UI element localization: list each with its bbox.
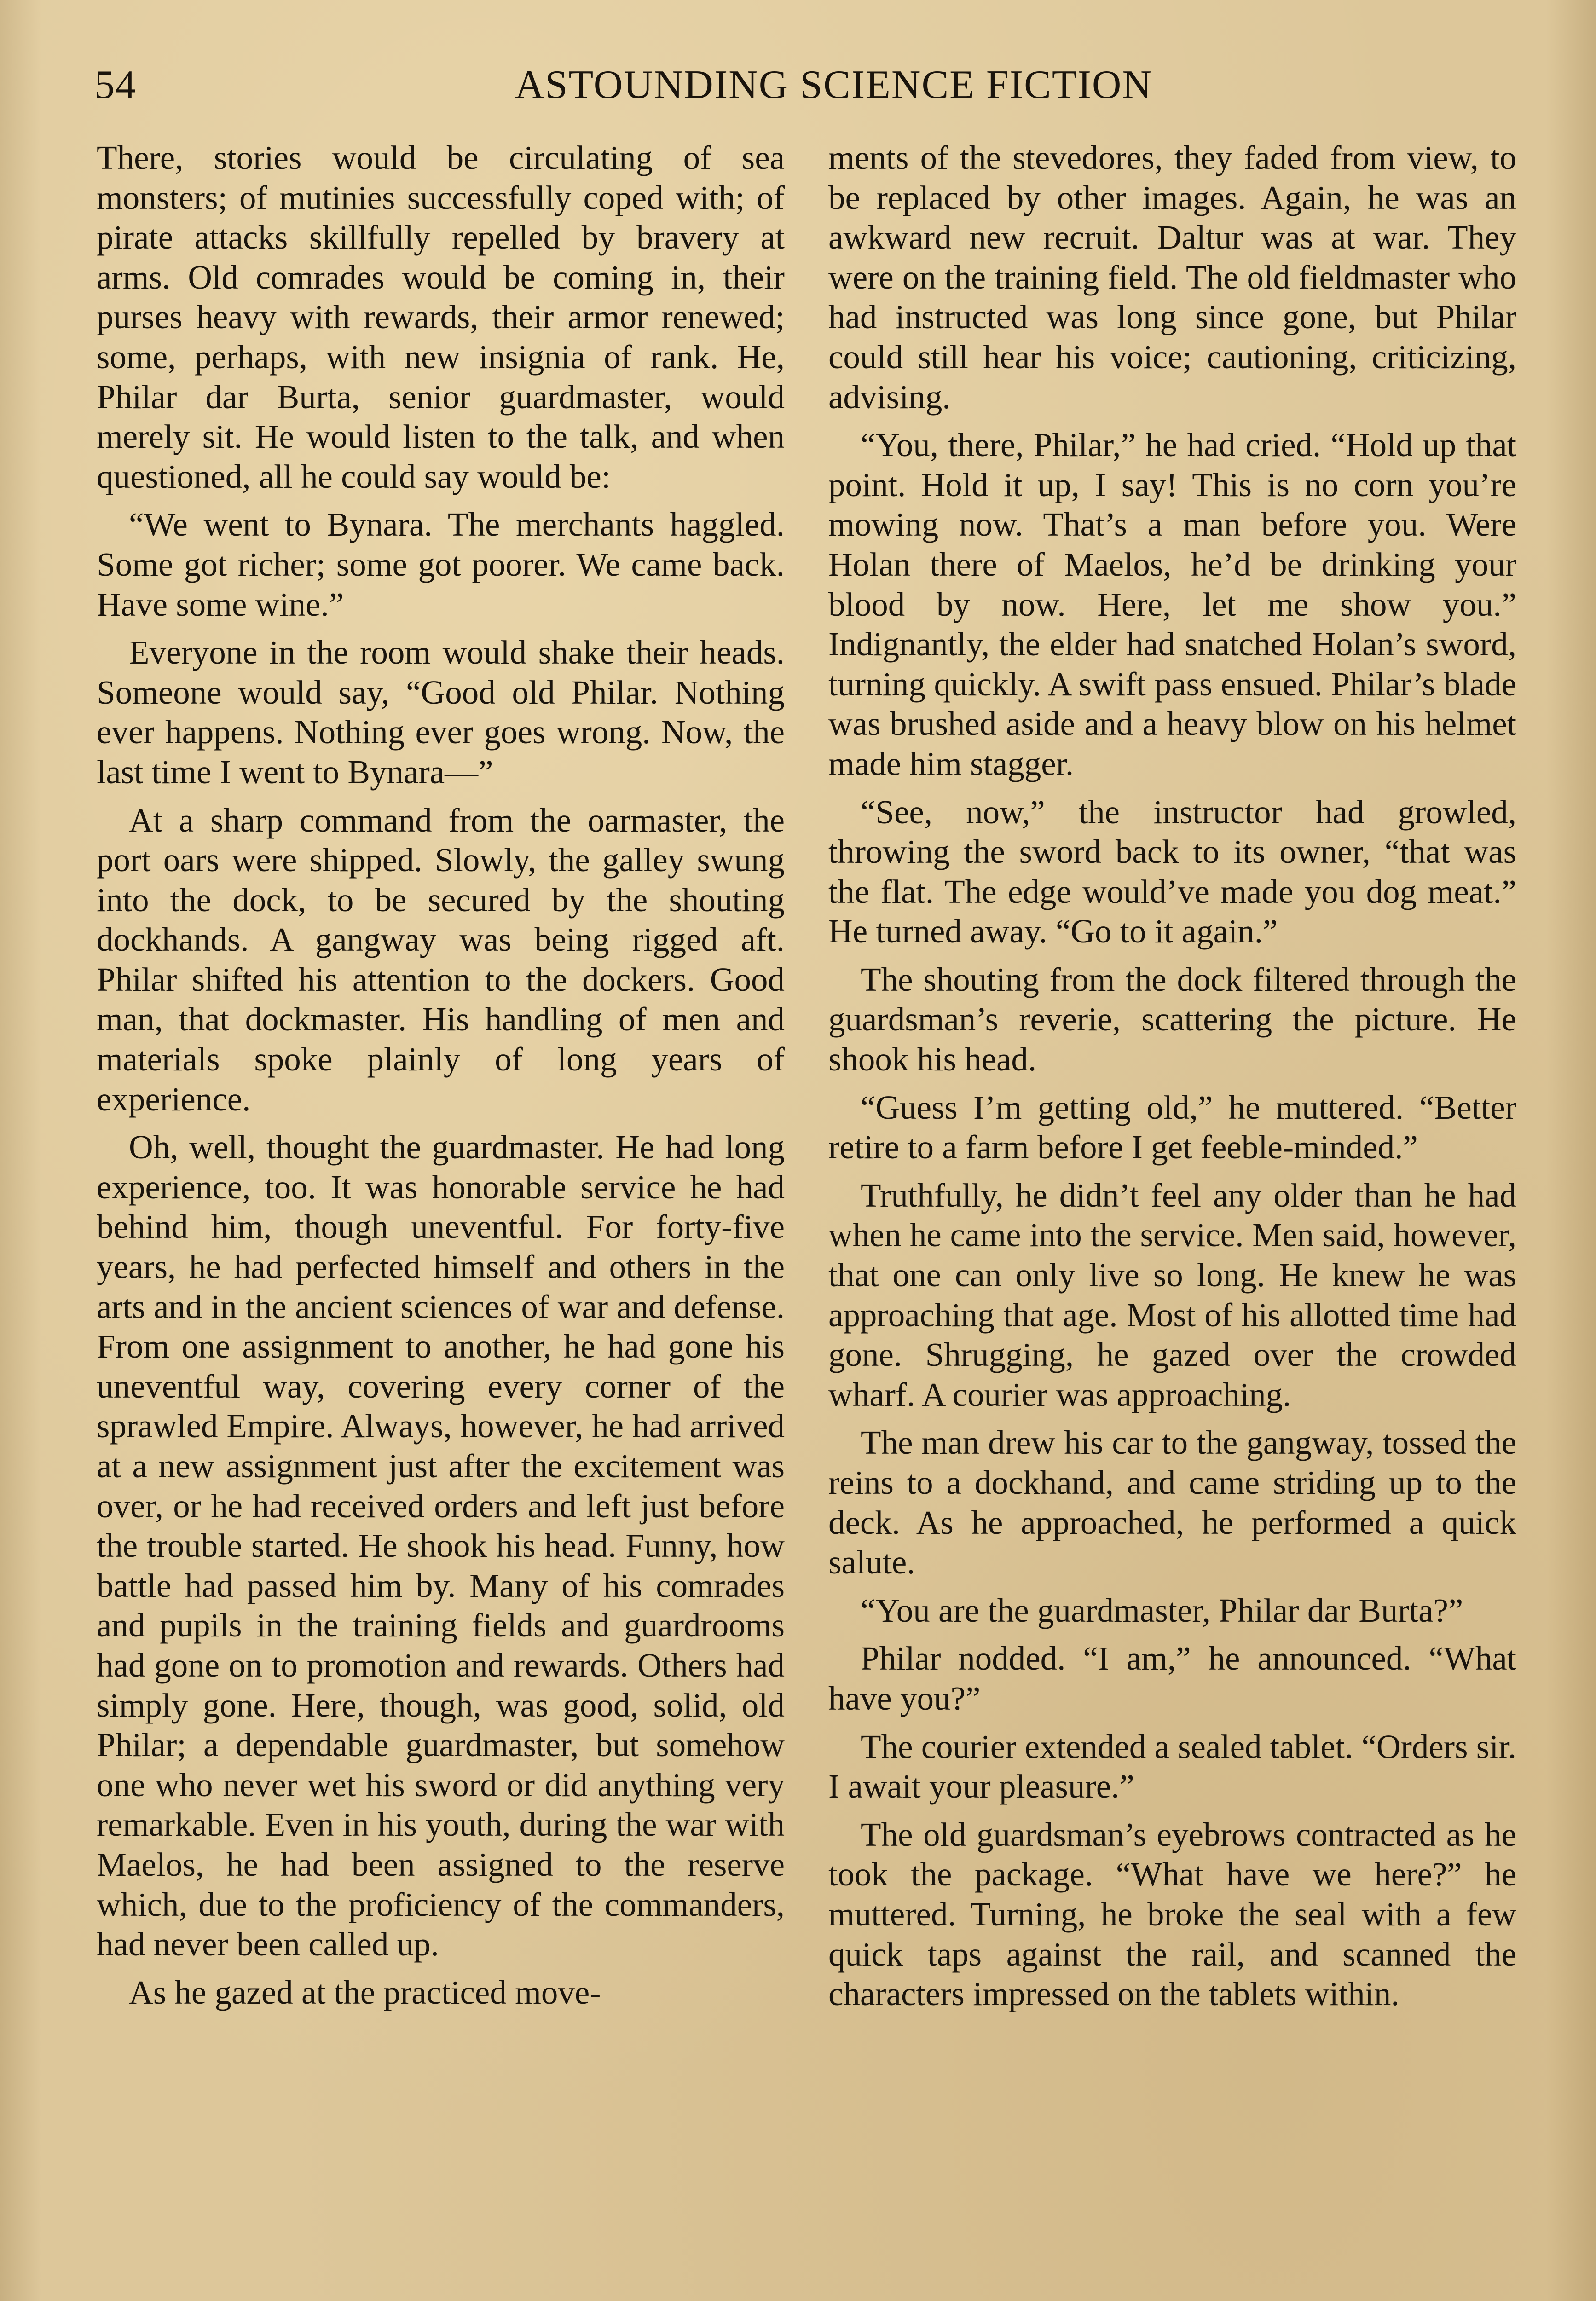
paragraph: The old guardsman’s eyebrows contracted as he took the package. “What have we here?” he muttered. Turning, he broke the seal with a few quick taps against the rail, and scanned the characters impressed on the tablets within. <box>828 1815 1516 2013</box>
paragraph: ments of the stevedores, they faded from view, to be replaced by other images. Again, he was an awkward new recruit. Daltur was at war. They were on the training field. The old fieldmaster who had instructed was long since gone, but Philar could still hear his voice; cautioning, criticizing, advising. <box>828 139 1516 416</box>
paragraph: “You are the guardmaster, Philar dar Burta?” <box>861 1591 1463 1629</box>
paragraph: Truthfully, he didn’t feel any older than he had when he came into the service. Men said, however, that one can only live so long. He knew he was approaching that age. Most of his allotted time had gone. Shrugging, he gazed over the crowded wharf. A courier was approaching. <box>828 1176 1516 1413</box>
paragraph: “We went to Bynara. The merchants haggled. Some got richer; some got poorer. We came back. Have some wine.” <box>97 506 785 623</box>
paragraph: Everyone in the room would shake their heads. Someone would say, “Good old Philar. Nothing ever happens. Nothing ever goes wrong. Now, the last time I went to Bynara—” <box>97 634 785 791</box>
running-head <box>94 58 1518 113</box>
paragraph: “Guess I’m getting old,” he muttered. “Better retire to a farm before I get feeble-minded.” <box>828 1088 1516 1166</box>
paragraph: “See, now,” the instructor had growled, throwing the sword back to its owner, “that was the flat. The edge would’ve made you dog meat.” He turned away. “Go to it again.” <box>828 793 1516 950</box>
left-text-column <box>97 138 785 2021</box>
page-number: 54 <box>94 63 137 107</box>
paragraph: The courier extended a sealed tablet. “Orders sir. I await your pleasure.” <box>828 1728 1516 1805</box>
paragraph: There, stories would be circulating of sea monsters; of mutinies successfully coped with; of pirate attacks skillfully repelled by bravery at arms. Old comrades would be coming in, their purses heavy with rewards, their armor renewed; some, perhaps, with new insignia of rank. He, Philar dar Burta, senior guardmaster, would merely sit. He would listen to the talk, and when questioned, all he could say would be: <box>97 139 785 495</box>
paragraph: Oh, well, thought the guardmaster. He had long experience, too. It was honorable service he had behind him, though uneventful. For forty-five years, he had perfected himself and others in the arts and in the ancient sciences of war and defense. From one assignment to another, he had gone his uneventful way, covering every corner of the sprawled Empire. Always, however, he had arrived at a new assignment just after the excitement was over, or he had received orders and left just before the trouble started. He shook his head. Funny, how battle had passed him by. Many of his comrades and pupils in the training fields and guardrooms had gone on to promotion and rewards. Others had simply gone. Here, though, was good, solid, old Philar; a dependable guardmaster, but somehow one who never wet his sword or did anything very remarkable. Even in his youth, during the war with Maelos, he had been assigned to the reserve which, due to the proficiency of the commanders, had never been called up. <box>97 1128 785 1963</box>
paragraph: The shouting from the dock filtered through the guardsman’s reverie, scattering the picture. He shook his head. <box>828 960 1516 1078</box>
magazine-title: ASTOUNDING SCIENCE FICTION <box>515 63 1153 107</box>
right-text-column <box>828 138 1516 2023</box>
paragraph: At a sharp command from the oarmaster, the port oars were shipped. Slowly, the galley swung into the dock, to be secured by the shouting dockhands. A gangway was being rigged aft. Philar shifted his attention to the dockers. Good man, that dockmaster. His handling of men and materials spoke plainly of long years of experience. <box>97 801 785 1118</box>
paragraph: Philar nodded. “I am,” he announced. “What have you?” <box>828 1640 1516 1717</box>
paragraph: The man drew his car to the gangway, tossed the reins to a dockhand, and came striding up to the deck. As he approached, he performed a quick salute. <box>828 1424 1516 1581</box>
paragraph: As he gazed at the practiced move- <box>129 1973 601 2011</box>
paragraph: “You, there, Philar,” he had cried. “Hold up that point. Hold it up, I say! This is no corn you’re mowing now. That’s a man before you. Were Holan there of Maelos, he’d be drinking your blood by now. Here, let me show you.” Indignantly, the elder had snatched Holan’s sword, turning quickly. A swift pass ensued. Philar’s blade was brushed aside and a heavy blow on his helmet made him stagger. <box>828 426 1516 782</box>
